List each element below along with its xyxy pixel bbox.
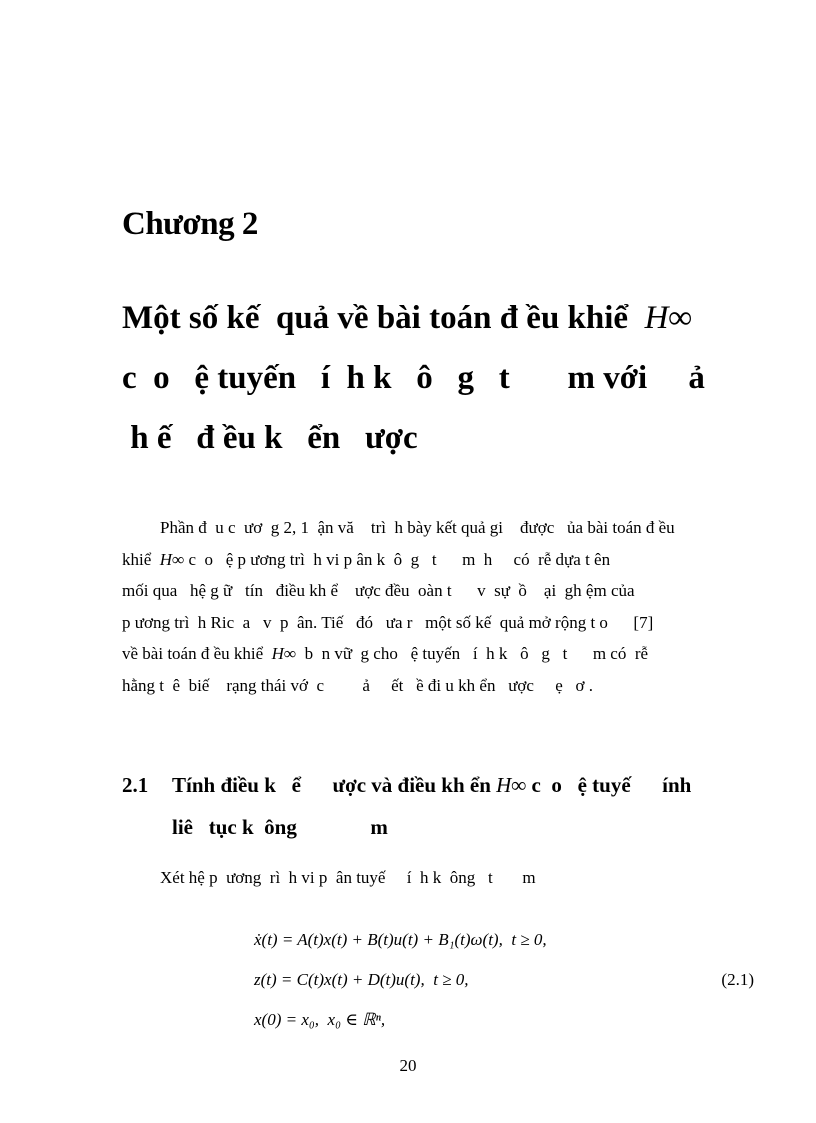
- equation-initial: x(0) = x₀, x₀ ∈ ℝⁿ,: [254, 1010, 386, 1029]
- intro-line-2-end: c o ệ p ương trì h vi p ân k ô g t m h có rễ dựa t ên: [184, 549, 611, 569]
- title-line-1: [122, 288, 762, 348]
- section-title-line-1: [122, 764, 752, 806]
- intro-line-2: [122, 544, 752, 576]
- system-intro-text: Xét hệ p ương rì h vi p ân tuyế í h k ông t m: [160, 868, 536, 887]
- intro-math-h-infinity: H∞: [159, 549, 185, 569]
- title-line-3: h ế đ ều k ển ược: [122, 420, 418, 456]
- intro-line-6: hằng t ê biế rạng thái vớ c ả ết ề đi u kh ển ược ẹ ơ .: [122, 675, 593, 695]
- title-math-h-infinity: H∞: [644, 300, 692, 336]
- equation-state: ẋ(t) = A(t)x(t) + B(t)u(t) + B₁(t)ω(t), t ≥ 0,: [254, 930, 547, 949]
- equation-output: z(t) = C(t)x(t) + D(t)u(t), t ≥ 0,: [254, 970, 469, 989]
- section-title-start: Tính điều k ể ược và điều kh ển: [172, 773, 497, 797]
- intro-line-5-end: b n vữ g cho ệ tuyến í h k ô g t m có rễ: [296, 644, 649, 663]
- page-number: 20: [399, 1056, 417, 1075]
- equation-number: (2.1): [721, 970, 754, 989]
- intro-line-1: Phần đ u c ươ g 2, 1 ận vă trì h bày kết quả gi được ủa bài toán đ ều: [160, 518, 675, 537]
- section-math-h-infinity: H∞: [496, 773, 527, 797]
- intro-line-5: [122, 638, 752, 670]
- section-heading: [122, 764, 752, 848]
- chapter-title: [122, 288, 762, 468]
- chapter-heading: Chương 2: [122, 206, 258, 242]
- intro-line-5-start: về bài toán đ ều khiể: [122, 644, 272, 663]
- intro-line-2-start: khiể: [122, 549, 160, 569]
- intro-line-4: p ương trì h Ric a v p ân. Tiế đó ưa r một số kế quả mở rộng t o [7]: [122, 612, 654, 632]
- intro-line-3: mối qua hệ g ữ tín điều kh ể ược đều oàn t v sự ồ ại gh ệm của: [122, 581, 635, 600]
- title-line-1-text: Một số kế quả về bài toán đ ều khiể: [122, 300, 645, 336]
- intro-math-h-infinity-2: H∞: [271, 644, 297, 663]
- title-line-2: c o ệ tuyến í h k ô g t m với ả: [122, 360, 705, 396]
- section-number: 2.1: [122, 773, 149, 797]
- section-title-line-2: liê tục k ông m: [172, 815, 388, 839]
- intro-paragraph: [122, 512, 752, 701]
- section-title-end: c o ệ tuyế ính: [526, 773, 692, 797]
- equation-block: [254, 920, 754, 1040]
